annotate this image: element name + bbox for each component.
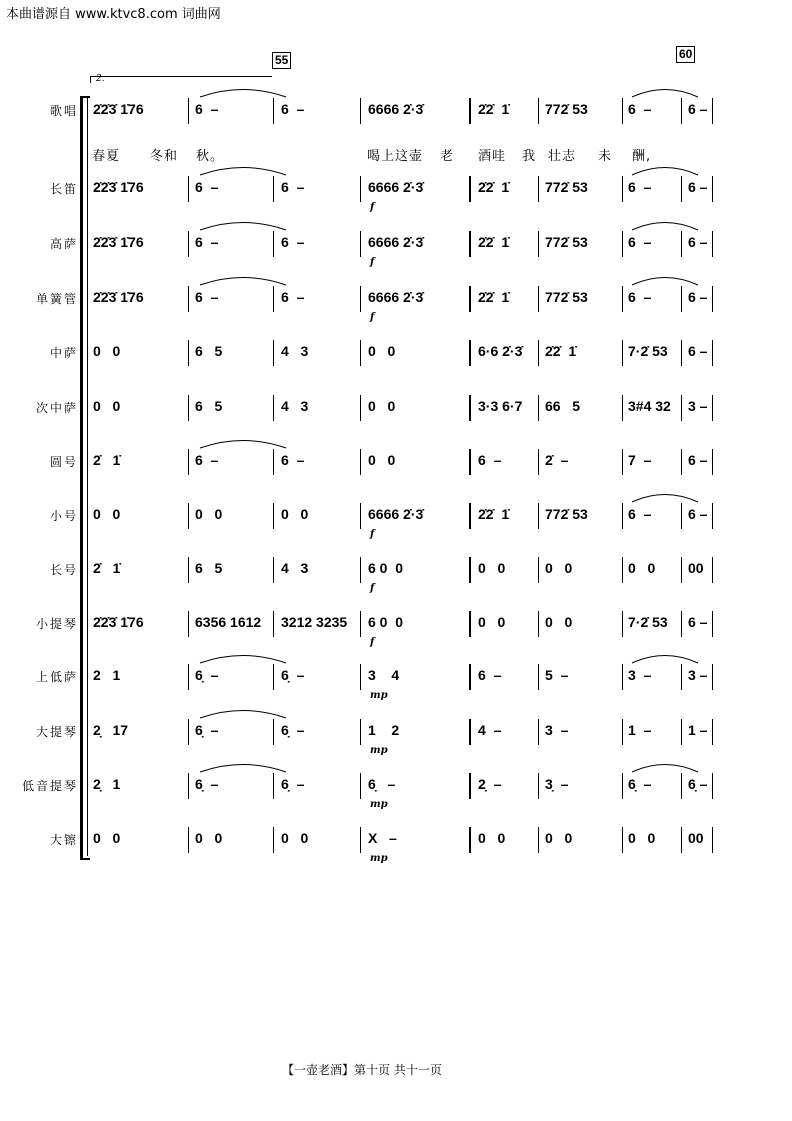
barline — [681, 449, 682, 475]
measure-cell: 3̣ – — [545, 776, 569, 792]
instrument-label: 次中萨 — [35, 401, 78, 415]
measure-cell: 3 4 — [368, 667, 400, 683]
system-bracket — [80, 96, 90, 860]
measure-cell: 6̣ – — [368, 776, 396, 792]
lyric-8: 未 — [598, 149, 613, 164]
barline — [469, 98, 471, 124]
slur-arc — [198, 761, 288, 773]
slur-arc — [630, 761, 700, 773]
barline — [622, 231, 623, 257]
barline — [712, 231, 713, 257]
volta-number: 2. — [96, 74, 105, 84]
barline — [538, 449, 539, 475]
measure-cell: 3212 3235 — [281, 614, 348, 630]
measure-cell: 6 – — [281, 234, 305, 250]
barline — [622, 395, 623, 421]
barline — [273, 557, 274, 583]
measure-cell: 2̇2̇ 1̇ — [478, 101, 510, 117]
barline — [712, 611, 713, 637]
barline — [469, 449, 471, 475]
measure-cell: 0 0 — [93, 398, 121, 414]
barline — [188, 719, 189, 745]
slur-arc — [630, 652, 700, 664]
measure-cell: 2̇2̇ 1̇ — [478, 506, 510, 522]
barline — [622, 664, 623, 690]
measure-cell: 6 – — [628, 101, 652, 117]
measure-cell: 772̇ 53 — [545, 289, 588, 305]
barline — [360, 827, 361, 853]
measure-cell: 0 0 — [368, 452, 396, 468]
barline — [469, 557, 471, 583]
barline — [360, 611, 361, 637]
barline — [681, 503, 682, 529]
measure-cell: 6 0 0 — [368, 614, 404, 630]
measure-cell: 0 0 — [195, 506, 223, 522]
barline — [538, 557, 539, 583]
measure-cell: 2̇2̇3̇ 1̇76 — [93, 234, 144, 250]
measure-cell: 6 – — [688, 179, 708, 195]
measure-cell: 2̇ – — [545, 452, 569, 468]
dynamic-mark: f — [370, 257, 375, 268]
barline — [622, 449, 623, 475]
barline — [360, 340, 361, 366]
measure-cell: 2̇ 1̇ — [93, 452, 121, 468]
barline — [681, 98, 682, 124]
lyric-9: 酬, — [632, 149, 652, 164]
barline — [188, 340, 189, 366]
measure-cell: 6 – — [628, 506, 652, 522]
measure-cell: 6666 2̇·3̇ — [368, 289, 424, 305]
barline — [469, 503, 471, 529]
barline — [622, 773, 623, 799]
measure-cell: 6 – — [688, 234, 708, 250]
barline — [188, 557, 189, 583]
measure-cell: 6̣ – — [195, 776, 219, 792]
measure-cell: 2̇2̇ 1̇ — [478, 289, 510, 305]
measure-cell: 6̣ – — [195, 667, 219, 683]
barline — [360, 719, 361, 745]
slur-arc — [630, 86, 700, 98]
barline — [273, 340, 274, 366]
measure-cell: 3 – — [545, 722, 569, 738]
barline — [273, 611, 274, 637]
instrument-label: 中萨 — [49, 346, 78, 360]
measure-cell: 6 – — [628, 179, 652, 195]
barline — [273, 773, 274, 799]
measure-cell: 6 – — [195, 179, 219, 195]
measure-cell: 6̣ – — [281, 776, 305, 792]
barline — [681, 231, 682, 257]
rehearsal-mark-60: 60 — [676, 46, 695, 63]
barline — [712, 503, 713, 529]
measure-cell: 0 0 — [93, 506, 121, 522]
barline — [273, 503, 274, 529]
barline — [681, 611, 682, 637]
barline — [360, 664, 361, 690]
barline — [622, 827, 623, 853]
measure-cell: 0 0 — [628, 560, 656, 576]
measure-cell: 6 – — [688, 506, 708, 522]
measure-cell: 6̣ – — [281, 722, 305, 738]
measure-cell: 6̣ – — [195, 722, 219, 738]
measure-cell: 0 0 — [281, 506, 309, 522]
barline — [712, 664, 713, 690]
barline — [712, 773, 713, 799]
measure-cell: 2̣ 1 — [93, 776, 121, 792]
measure-cell: 6 – — [628, 234, 652, 250]
dynamic-mark: f — [370, 583, 375, 594]
measure-cell: 4 3 — [281, 398, 309, 414]
measure-cell: 00 — [688, 560, 704, 576]
lyric-6: 我 — [522, 149, 537, 164]
instrument-label: 高萨 — [49, 237, 78, 251]
barline — [712, 557, 713, 583]
volta-bracket-hook — [90, 76, 91, 83]
dynamic-mark: mp — [370, 799, 388, 810]
measure-cell: 3#4 32 — [628, 398, 671, 414]
measure-cell: 7 – — [628, 452, 652, 468]
barline — [681, 286, 682, 312]
instrument-label: 小提琴 — [35, 617, 78, 631]
measure-cell: 0 0 — [93, 343, 121, 359]
barline — [360, 176, 361, 202]
dynamic-mark: mp — [370, 853, 388, 864]
barline — [469, 611, 471, 637]
measure-cell: 6666 2̇·3̇ — [368, 101, 424, 117]
barline — [273, 231, 274, 257]
barline — [712, 449, 713, 475]
barline — [681, 773, 682, 799]
measure-cell: 1 – — [688, 722, 708, 738]
measure-cell: 6 – — [688, 289, 708, 305]
measure-cell: 4 3 — [281, 343, 309, 359]
lyric-7: 壮志 — [548, 149, 577, 164]
dynamic-mark: f — [370, 312, 375, 323]
barline — [469, 340, 471, 366]
dynamic-mark: f — [370, 202, 375, 213]
measure-cell: 6 5 — [195, 560, 223, 576]
barline — [681, 395, 682, 421]
measure-cell: 6 – — [281, 452, 305, 468]
dynamic-mark: f — [370, 637, 375, 648]
barline — [273, 395, 274, 421]
measure-cell: 6 – — [195, 101, 219, 117]
barline — [681, 340, 682, 366]
barline — [712, 286, 713, 312]
slur-arc — [630, 491, 700, 503]
barline — [188, 231, 189, 257]
measure-cell: 3·3 6·7 — [478, 398, 523, 414]
measure-cell: 0 0 — [545, 830, 573, 846]
instrument-label: 小号 — [49, 509, 78, 523]
barline — [469, 286, 471, 312]
barline — [538, 503, 539, 529]
barline — [469, 773, 471, 799]
measure-cell: 6666 2̇·3̇ — [368, 179, 424, 195]
measure-cell: 6356 1612 — [195, 614, 262, 630]
measure-cell: 6666 2̇·3̇ — [368, 234, 424, 250]
measure-cell: 2̇2̇3̇ 1̇76 — [93, 289, 144, 305]
lyric-4: 老 — [440, 149, 455, 164]
instrument-label: 低音提琴 — [21, 779, 78, 793]
barline — [188, 449, 189, 475]
barline — [188, 286, 189, 312]
barline — [469, 664, 471, 690]
measure-cell: 6 – — [281, 289, 305, 305]
measure-cell: 2̇2̇ 1̇ — [478, 179, 510, 195]
measure-cell: 6 – — [195, 452, 219, 468]
barline — [538, 664, 539, 690]
barline — [622, 286, 623, 312]
measure-cell: 772̇ 53 — [545, 234, 588, 250]
barline — [360, 449, 361, 475]
page-footer: 【一壶老酒】第十页 共十一页 — [282, 1063, 442, 1077]
measure-cell: 6 – — [195, 289, 219, 305]
measure-cell: 6 0 0 — [368, 560, 404, 576]
barline — [360, 231, 361, 257]
barline — [188, 773, 189, 799]
barline — [712, 719, 713, 745]
measure-cell: 0 0 — [478, 830, 506, 846]
barline — [538, 611, 539, 637]
measure-cell: 6666 2̇·3̇ — [368, 506, 424, 522]
measure-cell: 4 3 — [281, 560, 309, 576]
instrument-label: 单簧管 — [35, 292, 78, 306]
barline — [360, 557, 361, 583]
measure-cell: 6 5 — [195, 398, 223, 414]
dynamic-mark: f — [370, 529, 375, 540]
lyric-0: 春夏 — [92, 149, 121, 164]
barline — [681, 827, 682, 853]
rehearsal-mark-55: 55 — [272, 52, 291, 69]
measure-cell: 0 0 — [545, 560, 573, 576]
measure-cell: 772̇ 53 — [545, 506, 588, 522]
barline — [188, 98, 189, 124]
lyric-1: 冬和 — [150, 149, 179, 164]
measure-cell: 0 0 — [368, 343, 396, 359]
barline — [188, 503, 189, 529]
barline — [538, 395, 539, 421]
measure-cell: 6 – — [628, 289, 652, 305]
measure-cell: 3 – — [688, 398, 708, 414]
barline — [188, 827, 189, 853]
barline — [622, 176, 623, 202]
measure-cell: 6 – — [688, 101, 708, 117]
barline — [681, 664, 682, 690]
barline — [538, 773, 539, 799]
instrument-label: 大提琴 — [35, 725, 78, 739]
measure-cell: 2̣ 17 — [93, 722, 129, 738]
measure-cell: 0 0 — [195, 830, 223, 846]
measure-cell: 3 – — [688, 667, 708, 683]
measure-cell: 2̇2̇ 1̇ — [545, 343, 577, 359]
slur-arc — [198, 652, 288, 664]
slur-arc — [198, 437, 288, 449]
barline — [188, 664, 189, 690]
barline — [712, 395, 713, 421]
lyric-5: 酒哇 — [478, 149, 507, 164]
measure-cell: 4 – — [478, 722, 502, 738]
measure-cell: 772̇ 53 — [545, 179, 588, 195]
measure-cell: 0 0 — [478, 560, 506, 576]
barline — [622, 719, 623, 745]
barline — [538, 719, 539, 745]
measure-cell: 6 – — [688, 343, 708, 359]
measure-cell: 6 – — [281, 101, 305, 117]
barline — [538, 98, 539, 124]
slur-arc — [198, 707, 288, 719]
measure-cell: 7·2̇ 53 — [628, 614, 668, 630]
measure-cell: 2̣ – — [478, 776, 502, 792]
measure-cell: 6̣ – — [688, 776, 708, 792]
barline — [360, 395, 361, 421]
measure-cell: 5 – — [545, 667, 569, 683]
barline — [538, 231, 539, 257]
lyric-2: 秋。 — [196, 149, 225, 164]
measure-cell: 6 – — [688, 452, 708, 468]
barline — [360, 286, 361, 312]
barline — [712, 176, 713, 202]
measure-cell: 3 – — [628, 667, 652, 683]
slur-arc — [630, 164, 700, 176]
measure-cell: 0 0 — [628, 830, 656, 846]
measure-cell: 66 5 — [545, 398, 581, 414]
system-line — [87, 96, 88, 856]
measure-cell: 6 – — [195, 234, 219, 250]
measure-cell: 00 — [688, 830, 704, 846]
measure-cell: 0 0 — [281, 830, 309, 846]
slur-arc — [630, 274, 700, 286]
barline — [622, 503, 623, 529]
volta-bracket-line — [90, 76, 272, 77]
measure-cell: 2̇2̇3̇ 1̇76 — [93, 179, 144, 195]
dynamic-mark: mp — [370, 690, 388, 701]
barline — [273, 664, 274, 690]
measure-cell: X – — [368, 830, 397, 846]
barline — [188, 395, 189, 421]
barline — [681, 176, 682, 202]
measure-cell: 7·2̇ 53 — [628, 343, 668, 359]
measure-cell: 6̣ – — [628, 776, 652, 792]
measure-cell: 2̇2̇3̇ 1̇76 — [93, 614, 144, 630]
barline — [360, 773, 361, 799]
measure-cell: 0 0 — [478, 614, 506, 630]
barline — [360, 503, 361, 529]
barline — [469, 827, 471, 853]
slur-arc — [198, 274, 288, 286]
barline — [538, 286, 539, 312]
instrument-label: 圆号 — [49, 455, 78, 469]
barline — [538, 340, 539, 366]
instrument-label: 大镲 — [49, 833, 78, 847]
instrument-label: 上低萨 — [35, 670, 78, 684]
barline — [622, 98, 623, 124]
barline — [273, 98, 274, 124]
barline — [273, 827, 274, 853]
measure-cell: 2̇ 1̇ — [93, 560, 121, 576]
barline — [538, 827, 539, 853]
measure-cell: 6̣ – — [281, 667, 305, 683]
barline — [469, 176, 471, 202]
measure-cell: 6 – — [281, 179, 305, 195]
slur-arc — [198, 219, 288, 231]
measure-cell: 6 5 — [195, 343, 223, 359]
barline — [273, 286, 274, 312]
barline — [273, 176, 274, 202]
instrument-label: 长号 — [49, 563, 78, 577]
barline — [273, 719, 274, 745]
instrument-label: 长笛 — [49, 182, 78, 196]
barline — [622, 611, 623, 637]
source-header: 本曲谱源自 www.ktvc8.com 词曲网 — [6, 7, 221, 22]
measure-cell: 6 – — [478, 452, 502, 468]
slur-arc — [198, 86, 288, 98]
measure-cell: 772̇ 53 — [545, 101, 588, 117]
barline — [188, 176, 189, 202]
slur-arc — [630, 219, 700, 231]
barline — [712, 98, 713, 124]
barline — [188, 611, 189, 637]
measure-cell: 6 – — [478, 667, 502, 683]
barline — [712, 827, 713, 853]
barline — [622, 557, 623, 583]
slur-arc — [198, 164, 288, 176]
barline — [712, 340, 713, 366]
barline — [360, 98, 361, 124]
barline — [469, 231, 471, 257]
measure-cell: 6 – — [688, 614, 708, 630]
barline — [273, 449, 274, 475]
measure-cell: 1 – — [628, 722, 652, 738]
measure-cell: 1 2 — [368, 722, 400, 738]
lyric-3: 喝上这壶 — [367, 149, 424, 164]
measure-cell: 2 1 — [93, 667, 121, 683]
barline — [538, 176, 539, 202]
measure-cell: 6·6 2̇·3̇ — [478, 343, 523, 359]
barline — [469, 395, 471, 421]
measure-cell: 2̇2̇ 1̇ — [478, 234, 510, 250]
instrument-label: 歌唱 — [49, 104, 78, 118]
measure-cell: 0 0 — [93, 830, 121, 846]
barline — [681, 719, 682, 745]
measure-cell: 0 0 — [545, 614, 573, 630]
measure-cell: 0 0 — [368, 398, 396, 414]
barline — [681, 557, 682, 583]
barline — [622, 340, 623, 366]
dynamic-mark: mp — [370, 745, 388, 756]
measure-cell: 2̇2̇3̇ 1̇76 — [93, 101, 144, 117]
barline — [469, 719, 471, 745]
